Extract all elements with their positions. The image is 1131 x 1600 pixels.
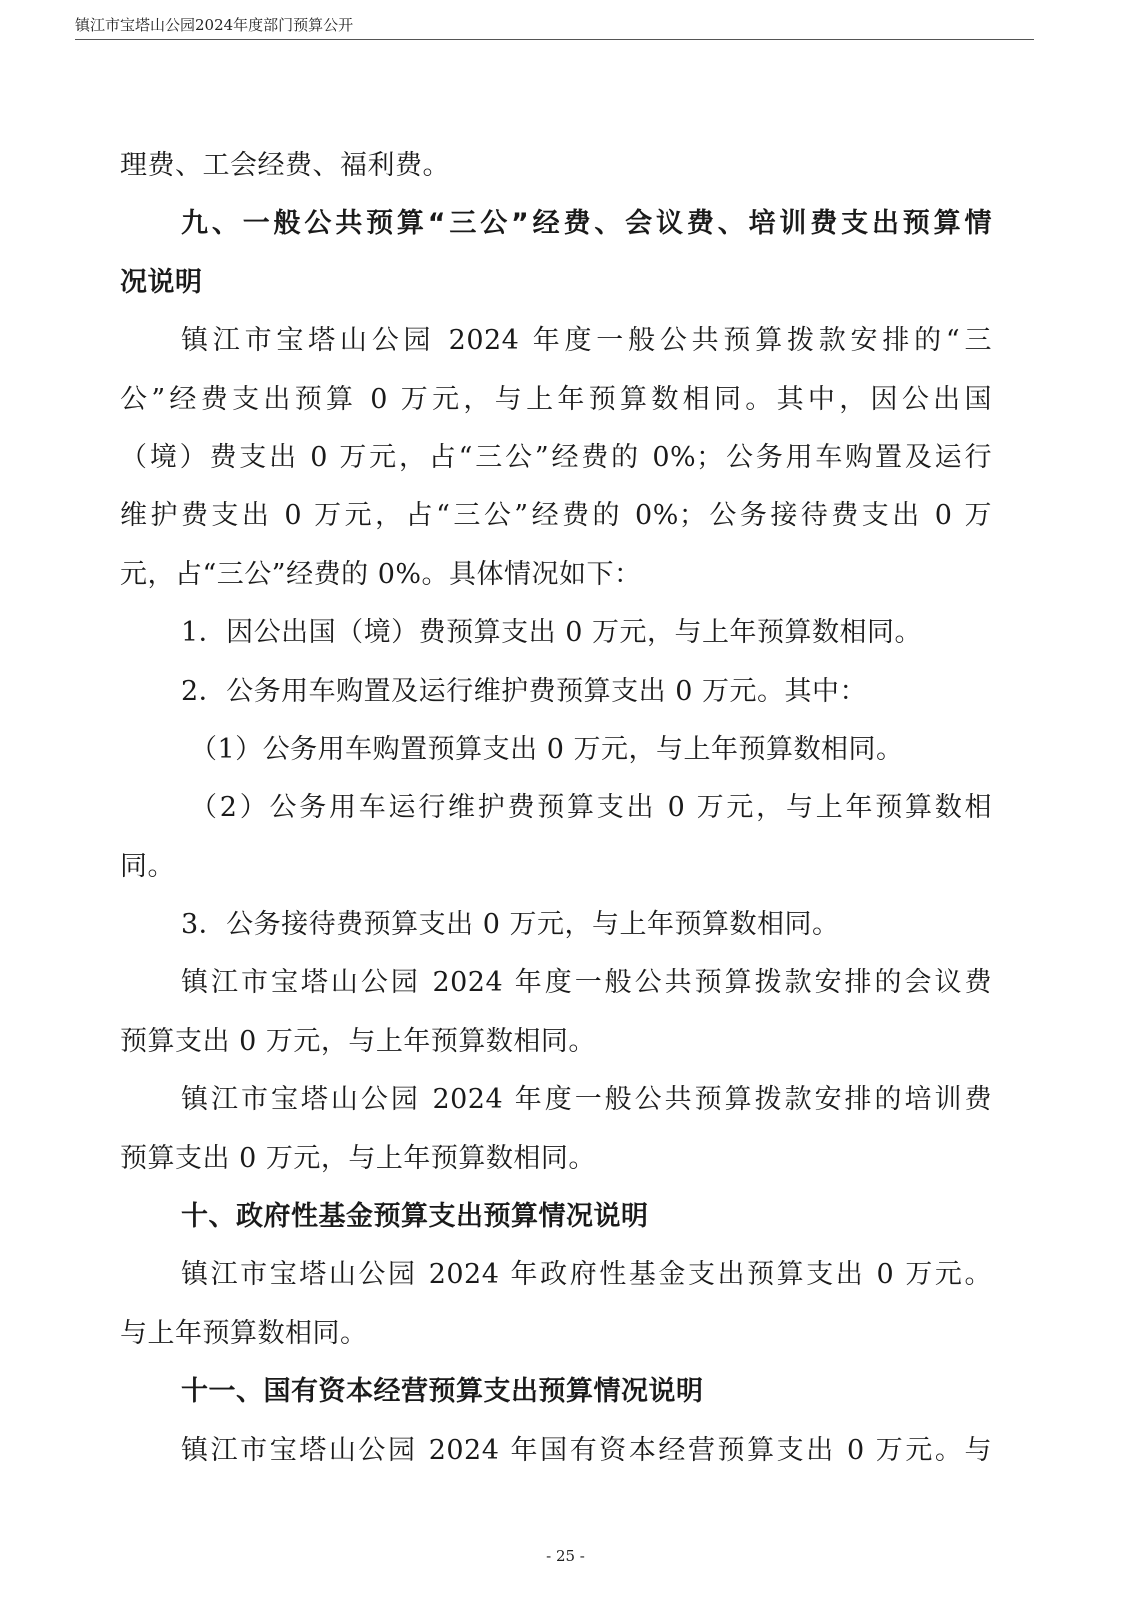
paragraph-line: 预算支出 0 万元，与上年预算数相同。 [120,1142,596,1174]
paragraph-line: 镇江市宝塔山公园 2024 年度一般公共预算拨款安排的会议费 [181,967,992,999]
paragraph-line: 镇江市宝塔山公园 2024 年国有资本经营预算支出 0 万元。与 [181,1434,992,1466]
paragraph-line: （境）费支出 0 万元，占“三公”经费的 0%；公务用车购置及运行 [120,441,992,473]
paragraph-line: 镇江市宝塔山公园 2024 年政府性基金支出预算支出 0 万元。 [181,1259,992,1291]
paragraph-line: 2．公务用车购置及运行维护费预算支出 0 万元。其中： [181,675,868,707]
page-number: - 25 - [546,1547,585,1565]
paragraph-line: 与上年预算数相同。 [120,1317,368,1349]
section-heading-line: 十一、国有资本经营预算支出预算情况说明 [181,1376,704,1408]
paragraph-line: 理费、工会经费、福利费。 [120,150,450,181]
paragraph-line: 1．因公出国（境）费预算支出 0 万元，与上年预算数相同。 [181,617,923,649]
paragraph-line: 元，占“三公”经费的 0%。具体情况如下： [120,558,642,590]
section-heading-line: 九、一般公共预算“三公”经费、会议费、培训费支出预算情 [181,208,992,240]
paragraph-line: 同。 [120,850,175,882]
header-rule [75,39,1034,40]
paragraph-line: 预算支出 0 万元，与上年预算数相同。 [120,1025,596,1057]
section-heading-line: 况说明 [120,266,203,298]
paragraph-line: 公”经费支出预算 0 万元，与上年预算数相同。其中，因公出国 [120,383,992,415]
paragraph-line: 维护费支出 0 万元，占“三公”经费的 0%；公务接待费支出 0 万 [120,500,992,532]
paragraph-line: 镇江市宝塔山公园 2024 年度一般公共预算拨款安排的“三 [181,325,992,357]
section-heading-line: 十、政府性基金预算支出预算情况说明 [181,1201,649,1233]
running-header: 镇江市宝塔山公园2024年度部门预算公开 [75,16,354,34]
paragraph-line: 镇江市宝塔山公园 2024 年度一般公共预算拨款安排的培训费 [181,1084,992,1116]
document-body [120,137,992,1480]
paragraph-line: 3．公务接待费预算支出 0 万元，与上年预算数相同。 [181,909,840,941]
paragraph-line: （2）公务用车运行维护费预算支出 0 万元，与上年预算数相 [190,792,992,824]
paragraph-line: （1）公务用车购置预算支出 0 万元，与上年预算数相同。 [190,733,904,765]
